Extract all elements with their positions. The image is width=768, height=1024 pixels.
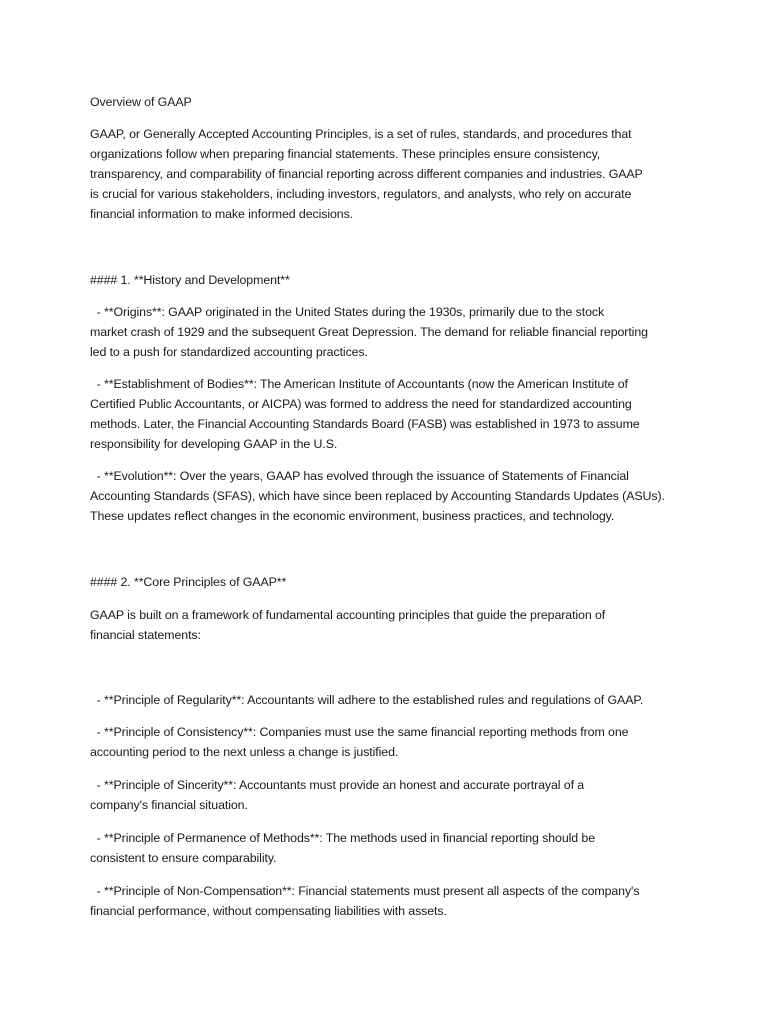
list-item-non-compensation <box>90 881 690 921</box>
intro-paragraph <box>90 124 690 224</box>
document-page <box>90 92 690 921</box>
paragraph-line: Certified Public Accountants, or AICPA) was formed to address the need for standardized accounting <box>90 397 632 411</box>
document-title: Overview of GAAP <box>90 95 192 109</box>
paragraph-line: transparency, and comparability of financial reporting across different companies and industries. GAAP <box>90 167 643 181</box>
paragraph-line: - **Principle of Consistency**: Companies must use the same financial reporting methods from one <box>90 725 629 739</box>
paragraph-line: - **Principle of Sincerity**: Accountants must provide an honest and accurate portrayal of a <box>90 778 585 792</box>
paragraph-line: market crash of 1929 and the subsequent Great Depression. The demand for reliable financial reporting <box>90 325 648 339</box>
paragraph-line: led to a push for standardized accounting practices. <box>90 345 368 359</box>
paragraph-line: responsibility for developing GAAP in the U.S. <box>90 437 338 451</box>
paragraph-line: - **Establishment of Bodies**: The American Institute of Accountants (now the American Institute of <box>90 377 628 391</box>
list-item-permanence <box>90 828 690 868</box>
paragraph-line: - **Principle of Regularity**: Accountants will adhere to the established rules and regulations of GAAP. <box>90 693 644 707</box>
paragraph-line: accounting period to the next unless a change is justified. <box>90 745 399 759</box>
paragraph-line: organizations follow when preparing financial statements. These principles ensure consistency, <box>90 147 601 161</box>
paragraph-line: - **Evolution**: Over the years, GAAP has evolved through the issuance of Statements of Financial <box>90 469 629 483</box>
section-heading-history: #### 1. **History and Development** <box>90 273 290 287</box>
paragraph-line: financial information to make informed decisions. <box>90 207 354 221</box>
paragraph-line: is crucial for various stakeholders, including investors, regulators, and analysts, who rely on accurate <box>90 187 632 201</box>
core-principles-intro <box>90 605 690 645</box>
list-item-consistency <box>90 722 690 762</box>
list-item-regularity <box>90 690 690 710</box>
list-item-establishment <box>90 374 690 454</box>
paragraph-line: - **Principle of Permanence of Methods**: The methods used in financial reporting should be <box>90 831 595 845</box>
list-item-sincerity <box>90 775 690 815</box>
paragraph-line: consistent to ensure comparability. <box>90 851 277 865</box>
paragraph-line: - **Principle of Non-Compensation**: Financial statements must present all aspects of the company's <box>90 884 640 898</box>
list-item-evolution <box>90 466 690 526</box>
paragraph-line: financial statements: <box>90 628 201 642</box>
paragraph-line: company's financial situation. <box>90 798 248 812</box>
list-item-origins <box>90 302 690 362</box>
paragraph-line: financial performance, without compensating liabilities with assets. <box>90 904 447 918</box>
section-heading-core-principles: #### 2. **Core Principles of GAAP** <box>90 575 287 589</box>
paragraph-line: These updates reflect changes in the economic environment, business practices, and technology. <box>90 509 615 523</box>
paragraph-line: GAAP, or Generally Accepted Accounting Principles, is a set of rules, standards, and procedures that <box>90 127 632 141</box>
paragraph-line: GAAP is built on a framework of fundamental accounting principles that guide the preparation of <box>90 608 606 622</box>
paragraph-line: methods. Later, the Financial Accounting Standards Board (FASB) was established in 1973 to assume <box>90 417 640 431</box>
paragraph-line: - **Origins**: GAAP originated in the United States during the 1930s, primarily due to the stock <box>90 305 605 319</box>
paragraph-line: Accounting Standards (SFAS), which have since been replaced by Accounting Standards Updates (ASUs). <box>90 489 665 503</box>
